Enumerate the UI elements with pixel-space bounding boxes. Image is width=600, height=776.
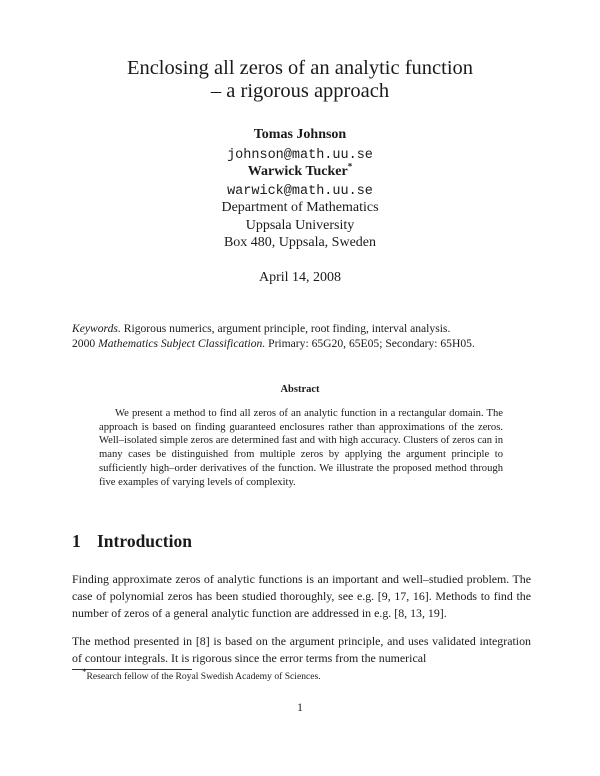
paper-date: April 14, 2008 bbox=[258, 270, 342, 285]
msc-text: Primary: 65G20, 65E05; Secondary: 65H05. bbox=[265, 337, 475, 350]
paper-title-line-2: – a rigorous approach bbox=[210, 80, 390, 102]
section-heading bbox=[72, 531, 192, 552]
keywords-label: Keywords. bbox=[72, 322, 121, 335]
footnote-text: Research fellow of the Royal Swedish Academy of Sciences. bbox=[86, 671, 321, 682]
author-name-2-line bbox=[0, 162, 600, 182]
footnote-marker: * bbox=[347, 161, 353, 172]
author-name-1: Tomas Johnson bbox=[253, 127, 347, 142]
body-paragraph-2: The method presented in [8] is based on the argument principle, and uses validated integration of contour integrals. It is rigorous since the error terms from the numerical bbox=[72, 634, 531, 666]
abstract-text: We present a method to find all zeros of an analytic function in a rectangular domain. The approach is based on finding guaranteed enclosures rather than approximations of the zeros. Well–isolated simple zeros are determined fast and with high accuracy. Clusters of zeros can in many cases be distinguished from multiple zeros by applying the argument principle to sufficiently high–order derivatives of the function. We illustrate the proposed method through five examples of varying levels of complexity. bbox=[99, 408, 503, 488]
author-name-2: Warwick Tucker bbox=[247, 164, 348, 179]
body-paragraph-1: Finding approximate zeros of analytic functions is an important and well–studied problem. The case of polynomial zeros has been studied thoroughly, see e.g. [9, 17, 16]. Methods to find the number of zeros of a general analytic function are addressed in e.g. [8, 13, 19]. bbox=[72, 572, 531, 621]
footnote-mark: * bbox=[82, 666, 87, 677]
keywords-line bbox=[72, 321, 532, 337]
msc-label: Mathematics Subject Classification. bbox=[98, 337, 266, 350]
paper-title-line-1: Enclosing all zeros of an analytic function bbox=[126, 57, 474, 79]
section-title: Introduction bbox=[97, 531, 192, 551]
section-number: 1 bbox=[72, 531, 81, 551]
affiliation-line-3: Box 480, Uppsala, Sweden bbox=[223, 235, 377, 250]
footnote bbox=[82, 666, 321, 683]
author-email-1: johnson@math.uu.se bbox=[227, 148, 373, 163]
affiliation-line-2: Uppsala University bbox=[245, 218, 355, 233]
author-email-2: warwick@math.uu.se bbox=[227, 184, 373, 199]
keywords-text: Rigorous numerics, argument principle, root finding, interval analysis. bbox=[120, 322, 451, 335]
abstract-heading: Abstract bbox=[280, 384, 320, 395]
affiliation-line-1: Department of Mathematics bbox=[221, 200, 379, 215]
msc-line bbox=[72, 336, 532, 352]
page-number: 1 bbox=[297, 702, 303, 714]
msc-year: 2000 bbox=[72, 337, 99, 350]
